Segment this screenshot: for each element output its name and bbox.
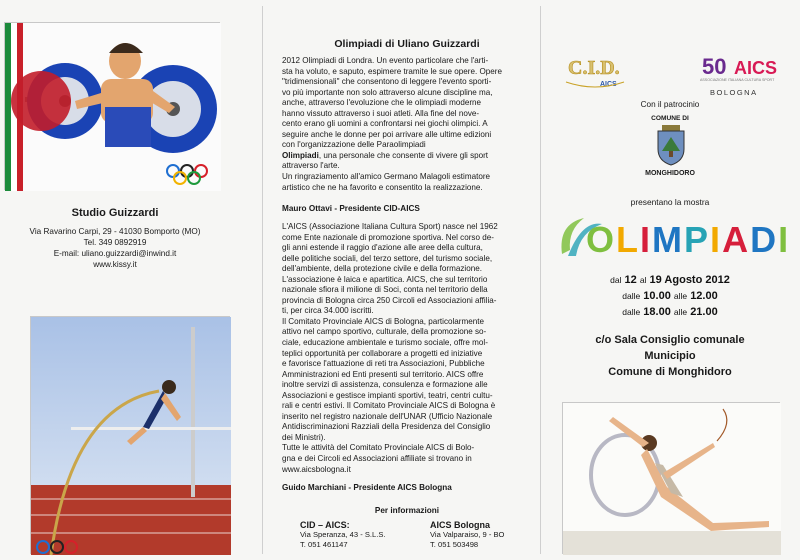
signature-marchiani: Guido Marchiani - Presidente AICS Bologna (282, 483, 452, 492)
cid-aics-logo (562, 52, 628, 92)
evening-hours: dalle 18.00 alle 21.00 (622, 306, 718, 318)
right-panel (540, 0, 800, 559)
olimpiadi-title-icon (556, 210, 791, 264)
crest-icon (656, 125, 686, 165)
morning-hours: dalle 10.00 alle 12.00 (622, 290, 718, 302)
studio-website[interactable]: www.kissy.it (93, 260, 137, 269)
contact-cid-aics: CID – AICS: Via Speranza, 43 - S.L.S. T. 051 461147 (300, 520, 386, 549)
gymnast-icon (563, 403, 781, 555)
info-heading: Per informazioni (374, 506, 440, 515)
studio-email[interactable]: E-mail: uliano.guizzardi@inwind.it (53, 249, 177, 258)
contact-aics-bologna: AICS Bologna Via Valparaiso, 9 - BO T. 051 503498 (430, 520, 505, 549)
logo-50-sub: ASSOCIAZIONE ITALIANA CULTURA SPORT (700, 78, 775, 82)
monghidoro-crest (656, 125, 686, 165)
cid-logo-sub: AICS (600, 81, 617, 88)
logo-bologna-label: BOLOGNA (710, 88, 758, 97)
presentano-text: presentano la mostra (630, 197, 710, 207)
patrocinio-text: Con il patrocinio (640, 100, 700, 109)
logo-50-number: 50 (702, 54, 727, 79)
studio-phone: Tel. 349 0892919 (83, 238, 147, 247)
aics-text: L'AICS (Associazione Italiana Cultura Sport) nasce nel 1962 come Ente nazionale di promozione sportiva. Nel corso de- gli anni estende il raggio d'azione alle aree della cultura, delle politiche sociali, del terzo settore, del turismo sociale, dell'ambiente, della protezione civile e della formazione. L'associazione è laica e apartitica. AICS, che sul territorio nazionale sfiora il milione di Soci, conta nel territorio della provincia di Bologna circa 250 Circoli ed Associazioni affilia- ti, per circa 34.000 iscritti. Il Comitato Provinciale AICS di Bologna, particolarmente attivo nel campo sportivo, culturale, della promozione so- ciale, educazione ambientale e turismo sociale, offre mol- teplici opportunità per collaborare a progetti ed iniziative e favorisce l'attuazione di reti tra Associazioni, Pubbliche Amministrazioni ed Enti presenti sul territorio. AICS offre inoltre servizi di assistenza, consulenza e formazione alle Associazioni e gestisce impianti sportivi, teatri, centri cultu- rali e centri estivi. Il Comitato Provinciale AICS di Bologna è inserito nel registro nazionale dell'UNAR (Ufficio Nazionale Antidiscriminazioni Razziali della Presidenza del Consiglio dei Ministri). Tutte le attività del Comitato Provinciale AICS di Bolo- gna e dei Circoli ed Associazioni affiliate si trovano in www.aicsbologna.it (282, 222, 514, 475)
monghidoro-label: MONGHIDORO (645, 170, 695, 177)
gymnast-illustration (562, 402, 780, 554)
cid-logo-icon (562, 52, 628, 92)
signature-ottavi: Mauro Ottavi - Presidente CID-AICS (282, 204, 420, 213)
middle-panel (262, 0, 540, 559)
left-panel (0, 0, 262, 559)
comune-di-label: COMUNE DI (651, 115, 689, 122)
intro-text: 2012 Olimpiadi di Londra. Un evento particolare che l'arti- sta ha voluto, e saputo, espimere tramite le sue opere. Opere "tridimensionali" che consentono di leggere l'evento sporti- vo più importante non solo attraverso alcune discipline ma, anche, attraverso l'evoluzione che le olimpiadi moderne hanno vissuto attraverso i suoi atleti. Alla fine del nove- cento erano gli uomini a confrontarsi nei giochi olimpici. A seguire anche le donne per poi arrivare alle ultime edizioni con l'organizzazione delle Paraolimpiadi Olimpiadi, una personale che consente di vivere gli sport attraverso l'arte. Un ringraziamento all'amico Germano Malagoli estimatore artistico che ne ha favorito e consentito la realizzazione. (282, 56, 503, 192)
date-range: dal 12 al 19 Agosto 2012 (610, 274, 730, 286)
logo-50-aics: AICS (734, 58, 778, 78)
olimpiadi-logo (556, 210, 791, 264)
aics-50-logo (700, 50, 786, 90)
weightlifter-illustration (4, 22, 220, 190)
studio-name: Studio Guizzardi (71, 207, 159, 219)
venue-line-3: Comune di Monghidoro (608, 366, 732, 378)
weightlifter-icon (5, 23, 221, 191)
venue-line-1: c/o Sala Consiglio comunale (595, 334, 745, 346)
exhibition-heading: Olimpiadi di Uliano Guizzardi (334, 38, 480, 50)
aics-website-link[interactable]: www.aicsbologna.it (282, 464, 351, 474)
venue-line-2: Municipio (644, 350, 696, 362)
studio-address: Via Ravarino Carpi, 29 - 41030 Bomporto (MO) (29, 227, 201, 236)
olimpiadi-bold: Olimpiadi (282, 150, 319, 160)
pole-vaulter-icon (31, 317, 231, 555)
pole-vaulter-illustration (30, 316, 230, 554)
cid-logo-text: C.I.D. (568, 57, 620, 79)
olimpiadi-title-text: OLIMPIADI (586, 219, 791, 260)
